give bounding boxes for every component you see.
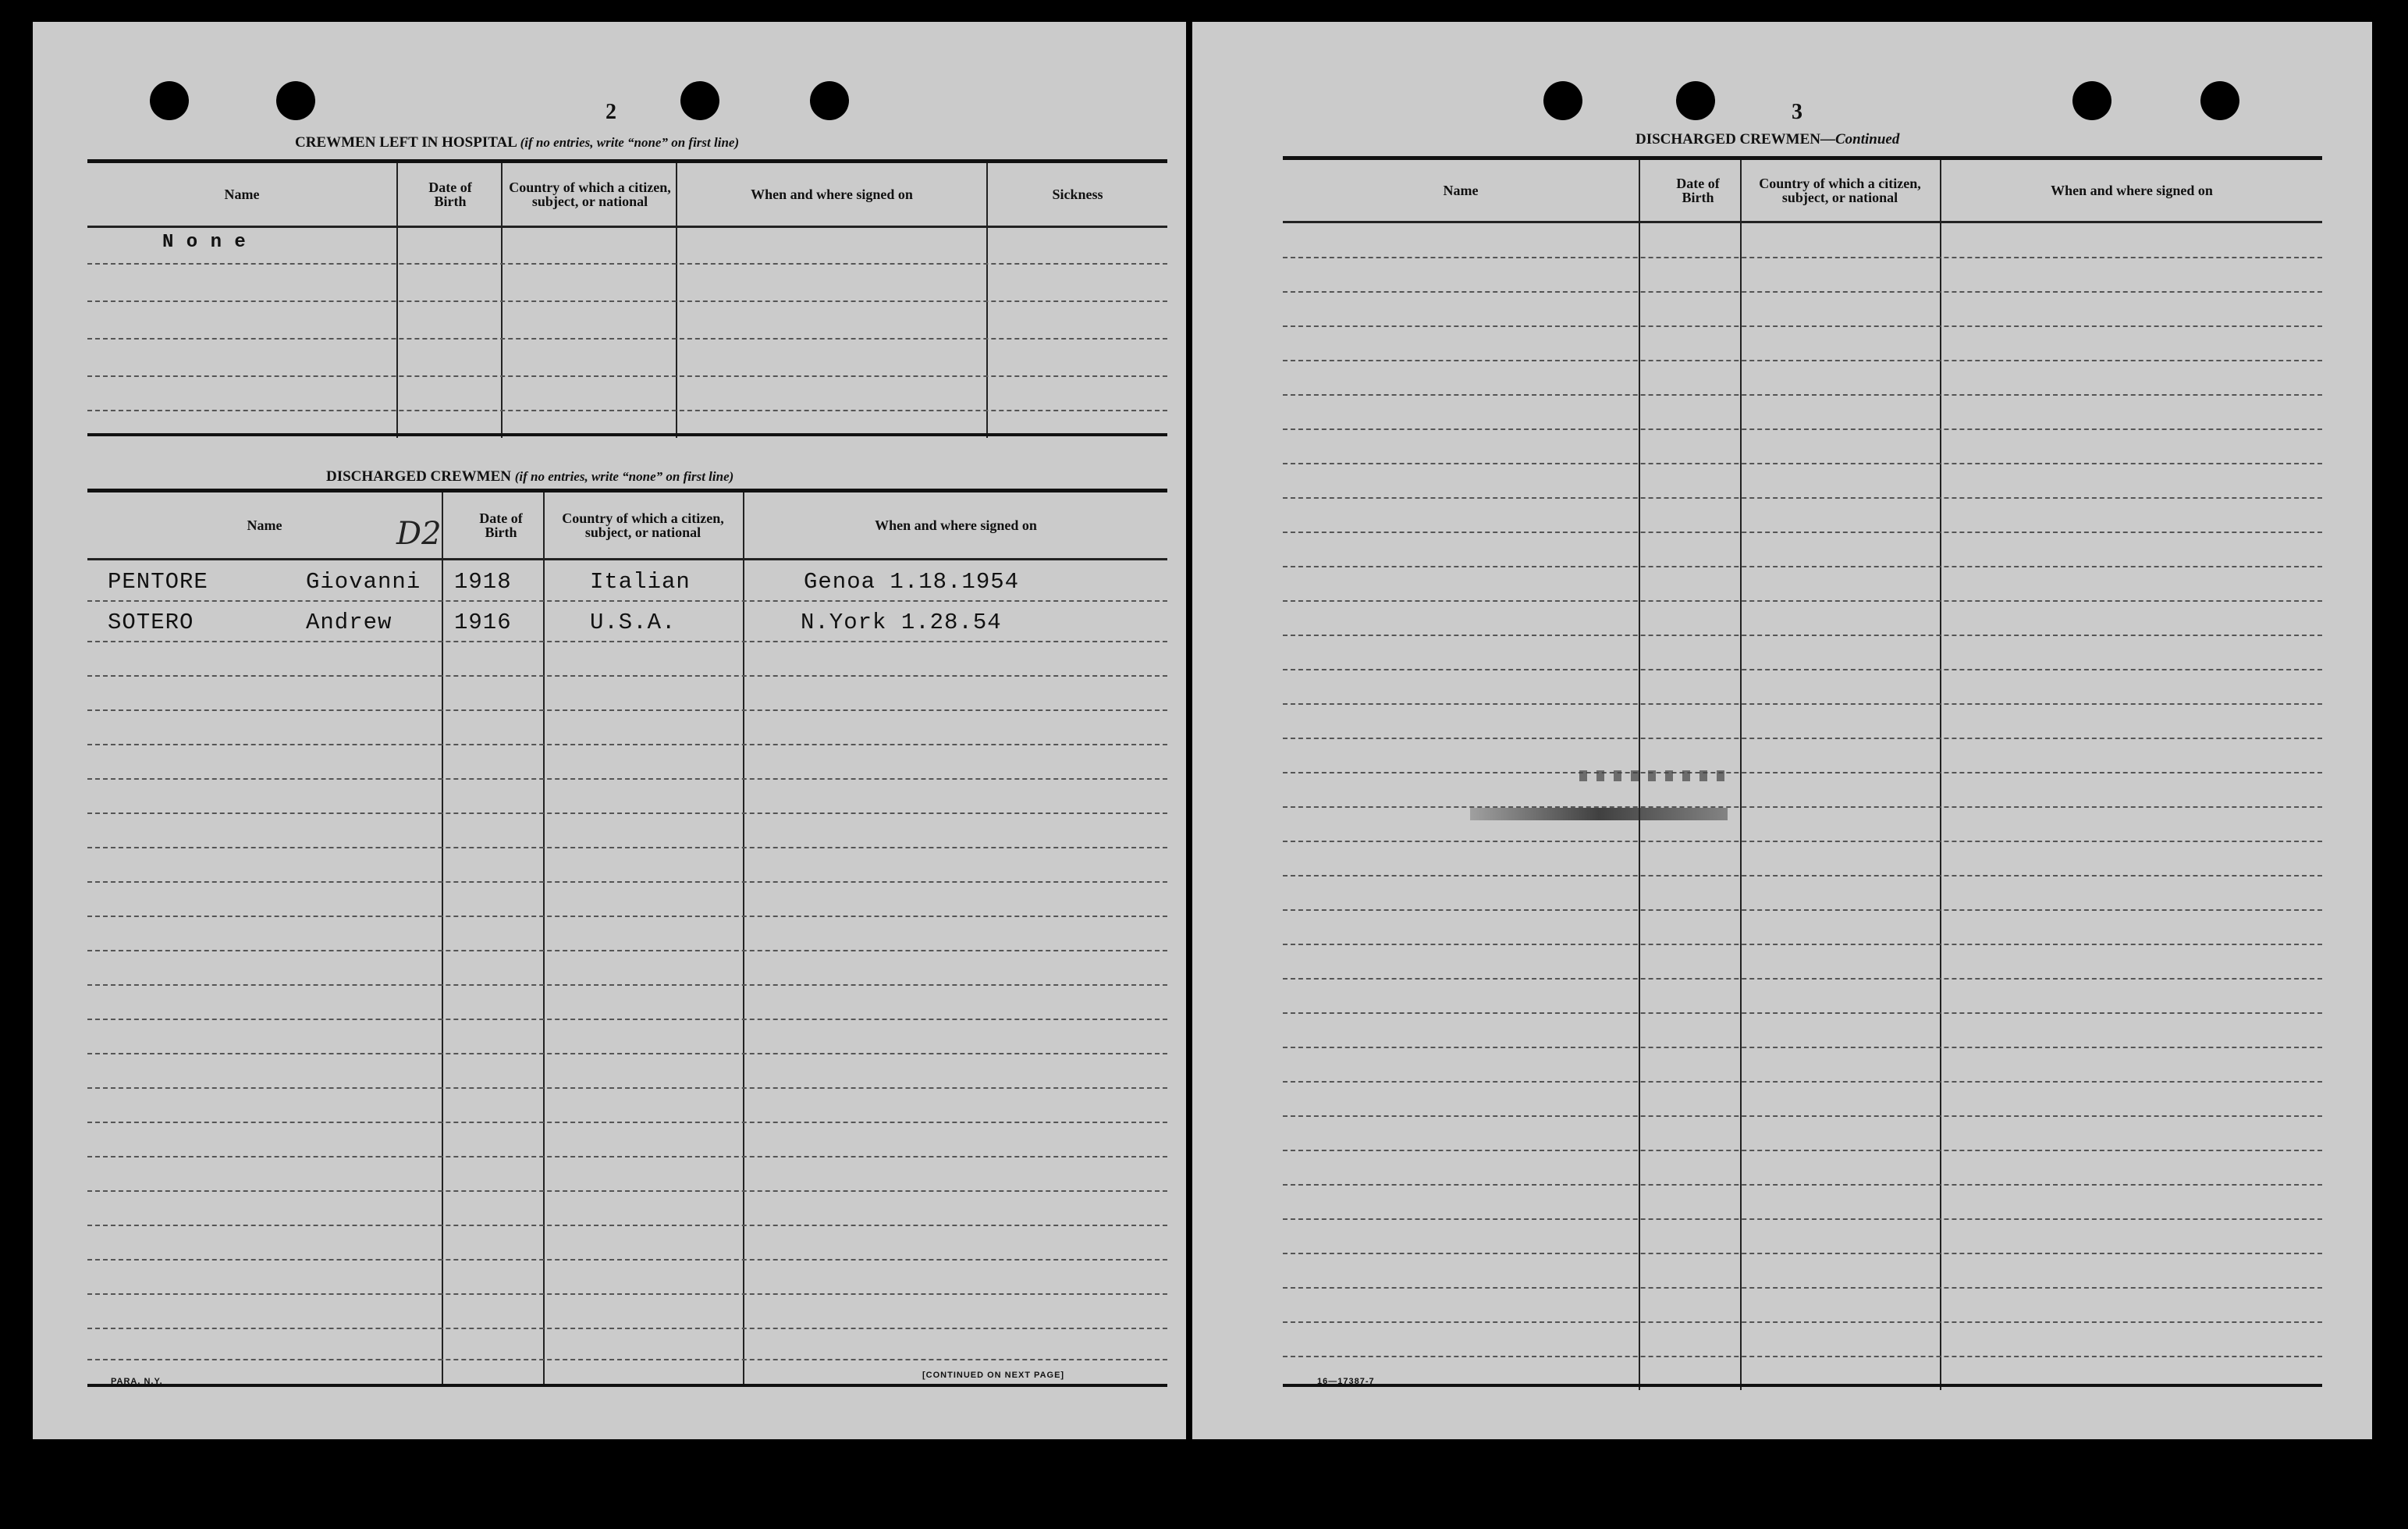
page-number: 2 bbox=[606, 100, 616, 124]
punch-hole bbox=[680, 81, 719, 120]
col-header-signed-on: When and where signed on bbox=[751, 187, 913, 202]
discharged-title-text: DISCHARGED CREWMEN bbox=[326, 468, 511, 485]
hospital-title-note: (if no entries, write “none” on first line) bbox=[520, 135, 740, 150]
crew-row-1-signed-on: Genoa 1.18.1954 bbox=[804, 569, 1020, 595]
discharged-section-title bbox=[326, 468, 733, 485]
stamp-smudge bbox=[1470, 808, 1728, 820]
continued-title-text: DISCHARGED CREWMEN bbox=[1636, 131, 1820, 148]
punch-hole bbox=[2072, 81, 2111, 120]
col-header-dob: Date of Birth bbox=[479, 510, 523, 540]
hospital-section-title bbox=[295, 134, 739, 151]
crew-row-1-country: Italian bbox=[590, 569, 691, 595]
crew-row-1-given: Giovanni bbox=[306, 569, 421, 595]
punch-hole bbox=[1543, 81, 1582, 120]
hospital-table bbox=[87, 159, 1167, 438]
left-page bbox=[33, 22, 1186, 1439]
crew-row-2-surname: SOTERO bbox=[108, 610, 194, 635]
col-header-country: Country of which a citizen, subject, or national bbox=[562, 510, 724, 540]
col-header-signed-on: When and where signed on bbox=[875, 517, 1037, 533]
punch-hole bbox=[1676, 81, 1715, 120]
handwritten-mark: D2 bbox=[396, 516, 442, 552]
crew-row-2-dob: 1916 bbox=[454, 610, 512, 635]
col-header-name: Name bbox=[224, 187, 260, 202]
col-header-country: Country of which a citizen, subject, or national bbox=[509, 180, 671, 209]
stamp-smudge bbox=[1579, 770, 1728, 781]
col-header-dob: Date of Birth bbox=[428, 180, 472, 209]
discharged-table bbox=[87, 489, 1167, 1387]
crew-row-2-given: Andrew bbox=[306, 610, 392, 635]
crew-row-1-surname: PENTORE bbox=[108, 569, 208, 595]
continued-table bbox=[1283, 156, 2322, 1390]
col-header-name: Name bbox=[247, 517, 282, 533]
page-number: 3 bbox=[1792, 100, 1802, 124]
discharged-title-note: (if no entries, write “none” on first line) bbox=[514, 469, 734, 484]
right-page bbox=[1192, 22, 2372, 1439]
punch-hole bbox=[2200, 81, 2239, 120]
crew-row-2-country: U.S.A. bbox=[590, 610, 677, 635]
continued-section-title bbox=[1636, 131, 1899, 148]
punch-hole bbox=[810, 81, 849, 120]
footer-continued: [CONTINUED ON NEXT PAGE] bbox=[922, 1371, 1065, 1380]
hospital-none-entry: N o n e bbox=[162, 232, 247, 253]
punch-hole bbox=[150, 81, 189, 120]
continued-title-suffix: —Continued bbox=[1820, 131, 1900, 148]
col-header-sickness: Sickness bbox=[1052, 187, 1103, 202]
hospital-title-text: CREWMEN LEFT IN HOSPITAL bbox=[295, 134, 517, 151]
crew-row-2-signed-on: N.York 1.28.54 bbox=[801, 610, 1002, 635]
footer-form-number: 16—17387-7 bbox=[1317, 1377, 1375, 1386]
crew-row-1-dob: 1918 bbox=[454, 569, 512, 595]
col-header-signed-on: When and where signed on bbox=[2051, 183, 2213, 198]
col-header-dob: Date of Birth bbox=[1676, 176, 1720, 205]
punch-hole bbox=[276, 81, 315, 120]
col-header-country: Country of which a citizen, subject, or national bbox=[1759, 176, 1921, 205]
col-header-name: Name bbox=[1443, 183, 1479, 198]
footer-printer-mark: PARA. N.Y. bbox=[111, 1377, 163, 1386]
